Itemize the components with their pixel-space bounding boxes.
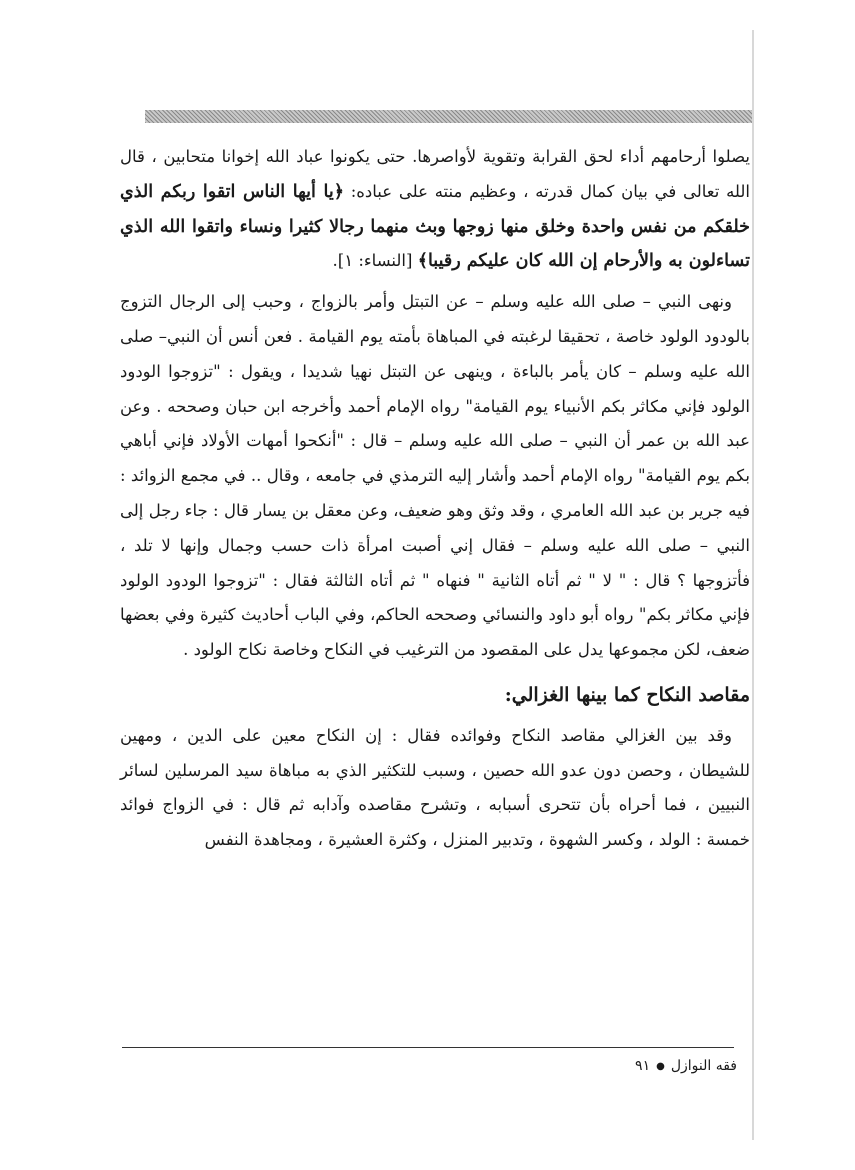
footer-rule [122, 1047, 734, 1048]
intro-text: يصلوا أرحامهم أداء لحق القرابة وتقوية لأواصرها. حتى يكونوا عباد الله إخوانا متحابين ، قال الله تعالى في بيان كمال قدرته ، وعظيم منته على عباده: [120, 147, 750, 201]
verse-reference: [النساء: ١]. [332, 251, 418, 271]
section-heading: مقاصد النكاح كما بينها الغزالي: [504, 683, 750, 706]
intro-paragraph [120, 140, 750, 279]
footer-bullet: ● [656, 1060, 665, 1072]
footer-book-title: فقه النوازل [670, 1058, 737, 1074]
main-text [120, 140, 750, 858]
hadith-paragraph: ونهى النبي – صلى الله عليه وسلم – عن التبتل وأمر بالزواج ، وحبب إلى الرجال التزوج بالودود الولود خاصة ، تحقيقا لرغبته في المباهاة بأمته يوم القيامة . فعن أنس أن النبي– صلى الله عليه وسلم – كان يأمر بالباءة ، وينهى عن التبتل نهيا شديدا ، ويقول : "تزوجوا الودود الولود فإني مكاثر بكم الأنبياء يوم القيامة" رواه الإمام أحمد وأخرجه ابن حبان وصححه . وعن عبد الله بن عمر أن النبي – صلى الله عليه وسلم – قال : "أنكحوا أمهات الأولاد فإني أباهي بكم يوم القيامة" رواه الإمام أحمد وأشار إليه الترمذي في جامعه ، وقال .. في مجمع الزوائد : فيه جرير بن عبد الله العامري ، وقد وثق وهو ضعيف، وعن معقل بن يسار قال : جاء رجل إلى النبي – صلى الله عليه وسلم – فقال إني أصبت امرأة ذات حسب وجمال وإنها لا تلد ، فأتزوجها ؟ قال : " لا " ثم أتاه الثانية " فنهاه " ثم أتاه الثالثة فقال : "تزوجوا الودود الولود فإني مكاثر بكم" رواه أبو داود والنسائي وصححه الحاكم، وفي الباب أحاديث كثيرة وفي بعضها ضعف، لكن مجموعها يدل على المقصود من الترغيب في النكاح وخاصة نكاح الولود . [120, 292, 750, 660]
page-number: ٩١ [635, 1058, 651, 1074]
ghazali-paragraph: وقد بين الغزالي مقاصد النكاح وفوائده فقال : إن النكاح معين على الدين ، ومهين للشيطان ، وحصن دون عدو الله حصين ، وسبب للتكثير الذي به مباهاة سيد المرسلين لسائر النبيين ، فما أحراه بأن تتحرى أسبابه ، وتشرح مقاصده وآدابه ثم قال : في الزواج فوائد خمسة : الولد ، وكسر الشهوة ، وتدبير المنزل ، وكثرة العشيرة ، ومجاهدة النفس [120, 725, 750, 850]
quran-verse: ﴿يا أيها الناس اتقوا ربكم الذي خلقكم من نفس واحدة وخلق منها زوجها وبث منهما رجالا كثيرا ونساء واتقوا الله الذي تساءلون به والأرحام إن الله كان عليكم رقيبا﴾ [120, 181, 750, 272]
header-ornament-band [145, 110, 752, 123]
page-footer [635, 1058, 737, 1074]
page-edge [752, 30, 754, 1140]
